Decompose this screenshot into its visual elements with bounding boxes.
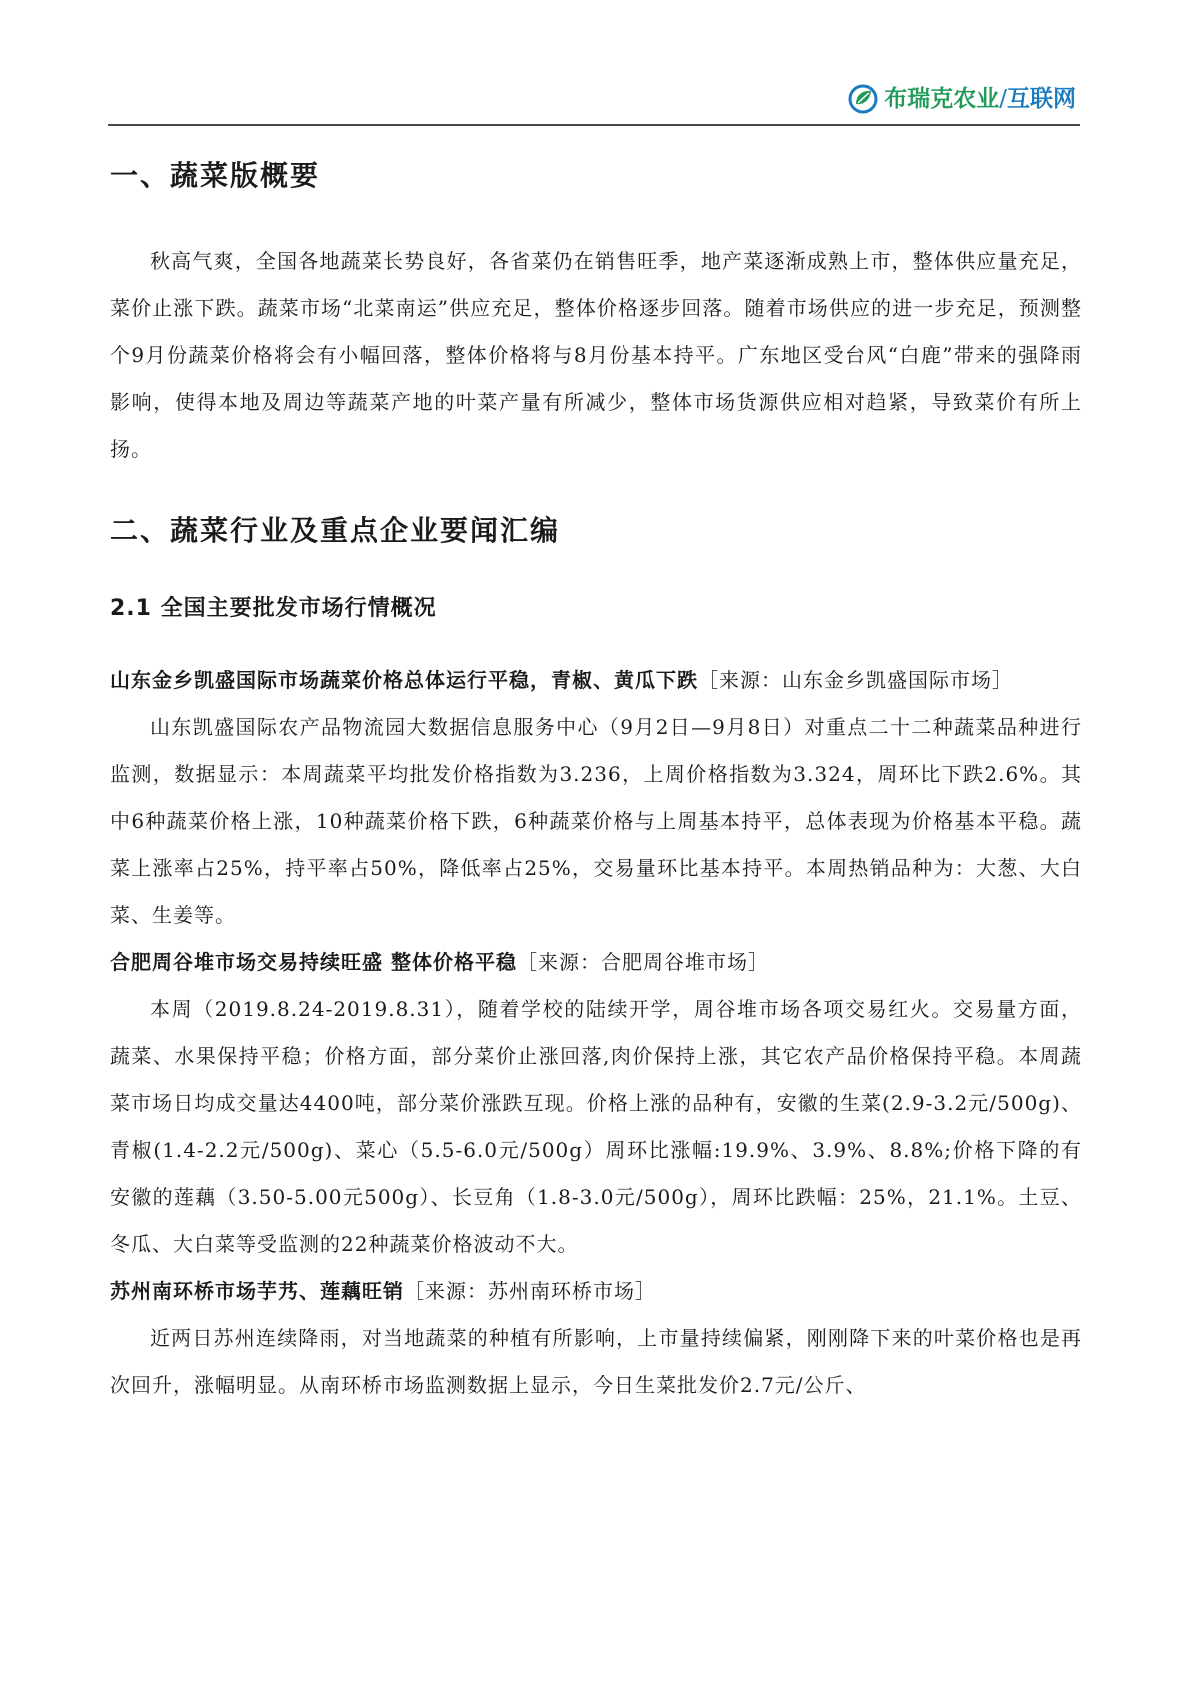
news-source-3: ［来源：苏州南环桥市场］: [404, 1279, 656, 1303]
logo-slash: /: [999, 86, 1007, 112]
news-title-2-text: 合肥周谷堆市场交易持续旺盛 整体价格平稳: [110, 950, 517, 974]
logo-suffix-text: 互联网: [1007, 86, 1076, 112]
news-title-1: [110, 657, 1082, 704]
news-title-2: [110, 939, 1082, 986]
page-header: [108, 76, 1080, 126]
document-body: [110, 150, 1082, 1409]
subsection-2-1-heading: 2.1 全国主要批发市场行情概况: [110, 596, 437, 621]
news-title-3: [110, 1268, 1082, 1315]
news-source-2: ［来源：合肥周谷堆市场］: [516, 950, 769, 974]
news-title-3-text: 苏州南环桥市场芋艿、莲藕旺销: [110, 1279, 404, 1303]
section-1-paragraph: 秋高气爽，全国各地蔬菜长势良好，各省菜仍在销售旺季，地产菜逐渐成熟上市，整体供应量充足，菜价止涨下跌。蔬菜市场“北菜南运”供应充足，整体价格逐步回落。随着市场供应的进一步充足，预测整个9月份蔬菜价格将会有小幅回落，整体价格将与8月份基本持平。广东地区受台风“白鹿”带来的强降雨影响，使得本地及周边等蔬菜产地的叶菜产量有所减少，整体市场货源供应相对趋紧，导致菜价有所上扬。: [110, 249, 1082, 461]
header-divider: [108, 124, 1080, 126]
logo-brand-text: 布瑞克农业: [884, 86, 1000, 112]
news-body-3: 近两日苏州连续降雨，对当地蔬菜的种植有所影响，上市量持续偏紧，刚刚降下来的叶菜价格也是再次回升，涨幅明显。从南环桥市场监测数据上显示，今日生菜批发价2.7元/公斤、: [110, 1326, 1082, 1397]
logo-wordmark: [884, 82, 1076, 116]
news-body-2: 本周（2019.8.24-2019.8.31），随着学校的陆续开学，周谷堆市场各项交易红火。交易量方面，蔬菜、水果保持平稳；价格方面，部分菜价止涨回落,肉价保持上涨，其它农产品价格保持平稳。本周蔬菜市场日均成交量达4400吨，部分菜价涨跌互现。价格上涨的品种有，安徽的生菜(2.9-3.2元/500g)、青椒(1.4-2.2元/500g)、菜心（5.5-6.0元/500g）周环比涨幅:19.9%、3.9%、8.8%;价格下降的有安徽的莲藕（3.50-5.00元500g）、长豆角（1.8-3.0元/500g），周环比跌幅：25%，21.1%。土豆、冬瓜、大白菜等受监测的22种蔬菜价格波动不大。: [110, 997, 1082, 1256]
news-title-1-text: 山东金乡凯盛国际市场蔬菜价格总体运行平稳，青椒、黄瓜下跌: [110, 668, 698, 692]
leaf-logo-icon: [848, 84, 878, 114]
news-source-1: ［来源：山东金乡凯盛国际市场］: [698, 668, 1013, 692]
news-body-1: 山东凯盛国际农产品物流园大数据信息服务中心（9月2日—9月8日）对重点二十二种蔬菜品种进行监测，数据显示：本周蔬菜平均批发价格指数为3.236，上周价格指数为3.324，周环比下跌2.6%。其中6种蔬菜价格上涨，10种蔬菜价格下跌，6种蔬菜价格与上周基本持平，总体表现为价格基本平稳。蔬菜上涨率占25%，持平率占50%，降低率占25%，交易量环比基本持平。本周热销品种为：大葱、大白菜、生姜等。: [110, 715, 1082, 927]
section-2-heading: 二、蔬菜行业及重点企业要闻汇编: [110, 514, 561, 547]
company-logo: [848, 82, 1076, 116]
section-1-heading: 一、蔬菜版概要: [110, 159, 321, 192]
